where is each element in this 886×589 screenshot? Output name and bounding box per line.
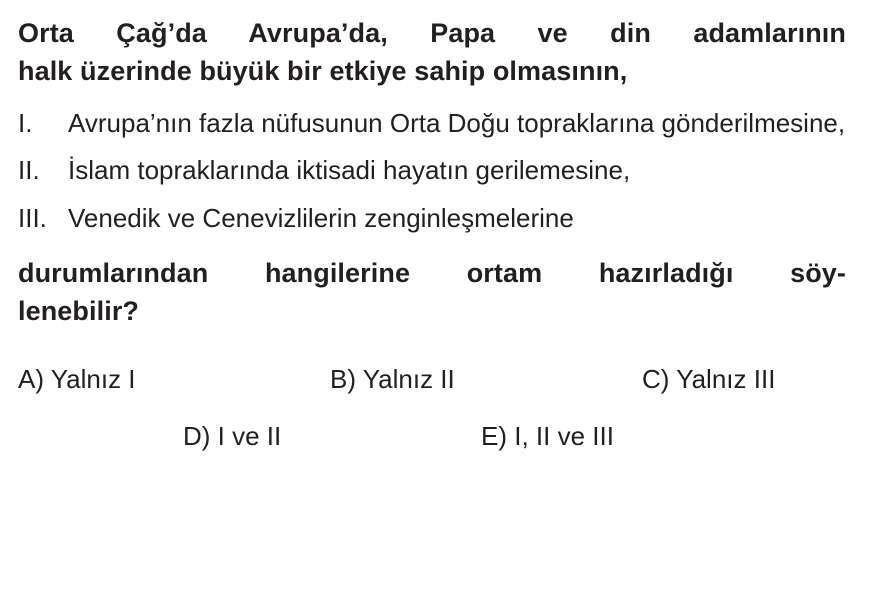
list-item bbox=[18, 152, 846, 190]
choice-a[interactable]: A) Yalnız I bbox=[18, 364, 136, 395]
list-item-text: Venedik ve Cenevizlilerin zenginleşmelerine bbox=[68, 203, 574, 234]
choice-e[interactable]: E) I, II ve III bbox=[481, 421, 614, 452]
answer-choices-row-1 bbox=[18, 360, 846, 399]
stem-line-2: halk üzerinde büyük bir etkiye sahip olmasının, bbox=[18, 56, 628, 87]
prompt-line-2: lenebilir? bbox=[18, 296, 140, 327]
question-stem bbox=[18, 14, 846, 91]
choice-d[interactable]: D) I ve II bbox=[183, 421, 282, 452]
list-item bbox=[18, 200, 846, 238]
list-item-marker: I. bbox=[18, 107, 33, 138]
roman-numeral-list bbox=[18, 105, 846, 238]
list-item-text: İslam topraklarında iktisadi hayatın gerilemesine, bbox=[68, 155, 631, 186]
choice-c[interactable]: C) Yalnız III bbox=[642, 364, 776, 395]
choice-b[interactable]: B) Yalnız II bbox=[330, 364, 455, 395]
answer-choices-row-2 bbox=[18, 417, 846, 456]
answer-choices bbox=[18, 360, 846, 456]
stem-line-1: Orta Çağ’da Avrupa’da, Papa ve din adamlarının bbox=[18, 18, 846, 48]
list-item bbox=[18, 105, 846, 143]
list-item-text: Avrupa’nın fazla nüfusunun Orta Doğu topraklarına gönderilmesine, bbox=[68, 107, 846, 138]
prompt-line-1: durumlarından hangilerine ortam hazırladığı söy- bbox=[18, 257, 846, 288]
question-prompt bbox=[18, 254, 846, 331]
list-item-marker: III. bbox=[18, 203, 47, 234]
list-item-marker: II. bbox=[18, 155, 40, 186]
